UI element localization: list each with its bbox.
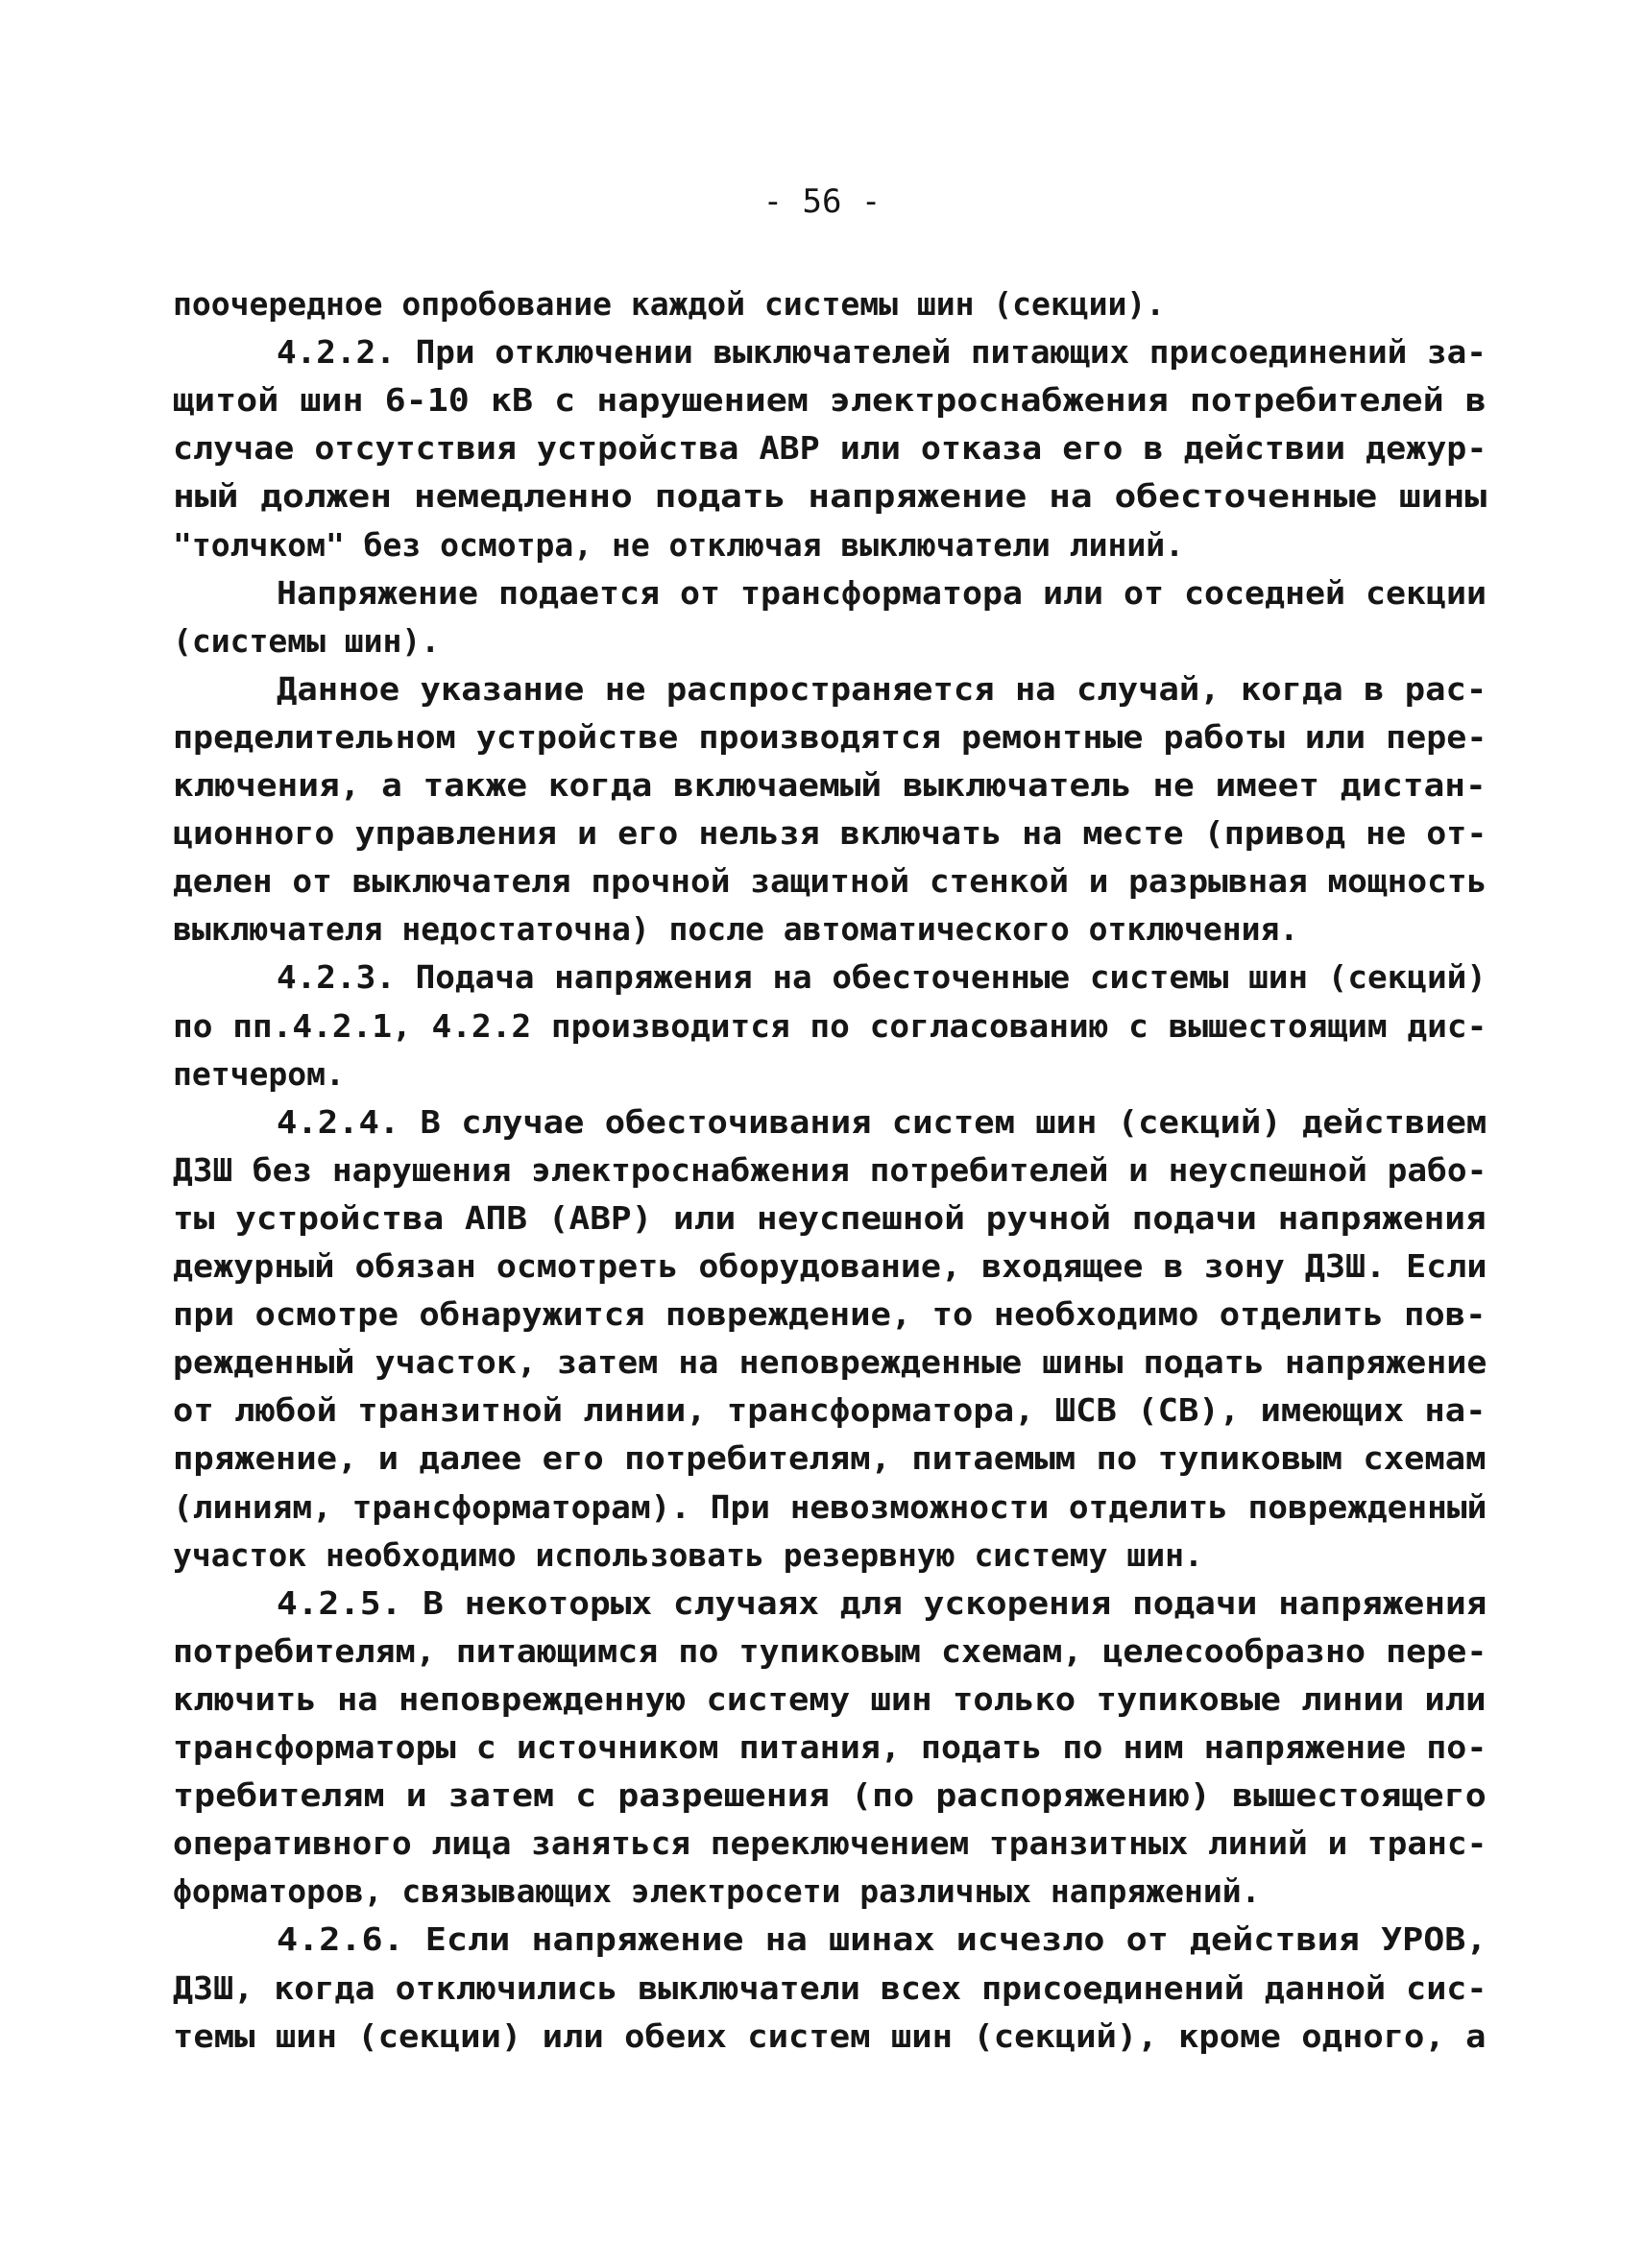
text-line: от любой транзитной линии, трансформатора, ШСВ (СВ), имеющих на- [173,1391,1487,1429]
text-line: ДЗШ, когда отключились выключатели всех присоединений данной сис- [173,1969,1487,2007]
text-line: режденный участок, затем на неповрежденные шины подать напряжение [173,1343,1487,1381]
text-line: при осмотре обнаружится повреждение, то необходимо отделить пов- [173,1295,1487,1333]
text-line: ционного управления и его нельзя включать на месте (привод не от- [173,814,1487,852]
text-line: 4.2.2. При отключении выключателей питающих присоединений за- [277,333,1487,371]
text-line: щитой шин 6-10 кВ с нарушением электроснабжения потребителей в [173,381,1487,419]
text-line: ключения, а также когда включаемый выключатель не имеет дистан- [173,766,1487,804]
text-line: оперативного лица заняться переключением транзитных линий и транс- [173,1824,1487,1862]
text-line: пряжение, и далее его потребителям, питаемым по тупиковым схемам [173,1439,1487,1477]
text-line: ный должен немедленно подать напряжение на обесточенные шины [173,477,1487,515]
text-line: петчером. [173,1055,345,1093]
text-line: дежурный обязан осмотреть оборудование, входящее в зону ДЗШ. Если [173,1247,1487,1285]
text-line: 4.2.4. В случае обесточивания систем шин (секций) действием [277,1103,1487,1141]
text-line: ты устройства АПВ (АВР) или неуспешной ручной подачи напряжения [173,1199,1487,1237]
text-line: (линиям, трансформаторам). При невозможности отделить поврежденный [173,1488,1487,1526]
text-line: "толчком" без осмотра, не отключая выключатели линий. [173,526,1184,564]
text-line: (системы шин). [173,622,441,660]
text-line: пределительном устройстве производятся ремонтные работы или пере- [173,718,1487,756]
text-line: форматоров, связывающих электросети различных напряжений. [173,1872,1261,1910]
text-line: участок необходимо использовать резервную систему шин. [173,1536,1203,1574]
text-line: 4.2.6. Если напряжение на шинах исчезло от действия УРОВ, [277,1920,1487,1958]
text-line: делен от выключателя прочной защитной стенкой и разрывная мощность [173,862,1487,900]
text-line: 4.2.3. Подача напряжения на обесточенные системы шин (секций) [277,958,1487,996]
text-line: выключателя недостаточна) после автоматического отключения. [173,910,1299,948]
text-line: темы шин (секции) или обеих систем шин (секций), кроме одного, а [173,2017,1487,2055]
text-line: Напряжение подается от трансформатора или от соседней секции [277,574,1487,612]
text-line: потребителям, питающимся по тупиковым схемам, целесообразно пере- [173,1632,1487,1670]
text-line: ДЗШ без нарушения электроснабжения потребителей и неуспешной рабо- [173,1151,1487,1189]
text-line: ключить на неповрежденную систему шин только тупиковые линии или [173,1680,1487,1718]
text-line: Данное указание не распространяется на случай, когда в рас- [277,670,1487,708]
text-line: поочередное опробование каждой системы шин (секции). [173,285,1166,323]
text-line: по пп.4.2.1, 4.2.2 производится по согласованию с вышестоящим дис- [173,1007,1487,1045]
text-line: трансформаторы с источником питания, подать по ним напряжение по- [173,1728,1487,1766]
text-line: требителям и затем с разрешения (по распоряжению) вышестоящего [173,1776,1487,1814]
text-line: 4.2.5. В некоторых случаях для ускорения подачи напряжения [277,1584,1487,1622]
page-number: - 56 - [762,182,882,221]
text-line: случае отсутствия устройства АВР или отказа его в действии дежур- [173,429,1487,467]
